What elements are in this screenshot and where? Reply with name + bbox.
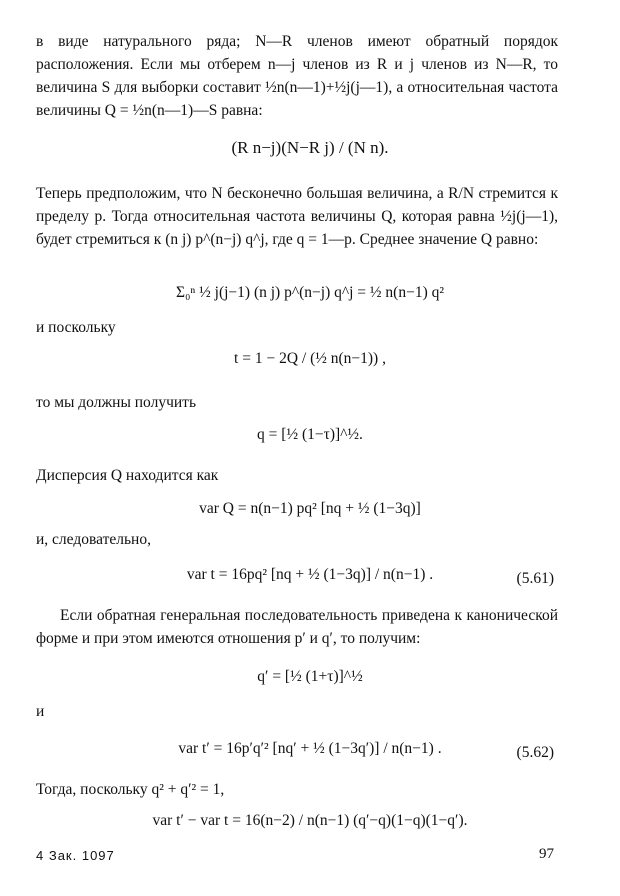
equation-t-definition: t = 1 − 2Q / (½ n(n−1)) , xyxy=(234,350,386,367)
paragraph-8: и xyxy=(36,703,45,720)
paragraph-7: Если обратная генеральная последовательность приведена к канонической форме и при этом имеются отношения p′ и q′, то получим: xyxy=(36,607,558,647)
equation-q-prime: q′ = [½ (1+τ)]^½ xyxy=(257,668,363,685)
equation-number-5-62: (5.62) xyxy=(516,744,554,761)
paragraph-6: и, следовательно, xyxy=(36,531,151,548)
equation-var-q: var Q = n(n−1) pq² [nq + ½ (1−3q)] xyxy=(199,500,421,517)
equation-q-value: q = [½ (1−τ)]^½. xyxy=(257,426,363,443)
equation-mean-q: Σ₀ⁿ ½ j(j−1) (n j) p^(n−j) q^j = ½ n(n−1) q² xyxy=(175,284,445,301)
paragraph-9: Тогда, поскольку q² + q′² = 1, xyxy=(36,781,225,798)
printer-signature: 4 Зак. 1097 xyxy=(36,848,115,863)
paragraph-4: то мы должны получить xyxy=(36,394,197,411)
paragraph-1: в виде натурального ряда; N—R членов имеют обратный порядок расположения. Если мы отберем n—j членов из R и j членов из N—R, то величина S для выборки составит ½n(n—1)+½j(j—1), а относительная частота величины Q = ½n(n—1)—S равна: xyxy=(36,33,558,119)
paragraph-5: Дисперсия Q находится как xyxy=(36,467,219,484)
paragraph-3: и поскольку xyxy=(36,319,116,336)
equation-var-difference: var t′ − var t = 16(n−2) / n(n−1) (q′−q)(1−q)(1−q′). xyxy=(152,812,468,829)
paragraph-2: Теперь предположим, что N бесконечно большая величина, а R/N стремится к пределу p. Тогда относительная частота величины Q, которая равна ½j(j—1), будет стремиться к (n j) p^(n−j) q^j, где q = 1—p. Среднее значение Q равно: xyxy=(36,185,558,248)
equation-var-t-prime: var t′ = 16p′q′² [nq′ + ½ (1−3q′)] / n(n−1) . xyxy=(178,740,442,757)
equation-var-t: var t = 16pq² [nq + ½ (1−3q)] / n(n−1) . xyxy=(186,566,434,583)
page-number: 97 xyxy=(539,846,554,862)
equation-number-5-61: (5.61) xyxy=(516,570,554,587)
equation-binomial-ratio: (R n−j)(N−R j) / (N n). xyxy=(231,138,389,157)
